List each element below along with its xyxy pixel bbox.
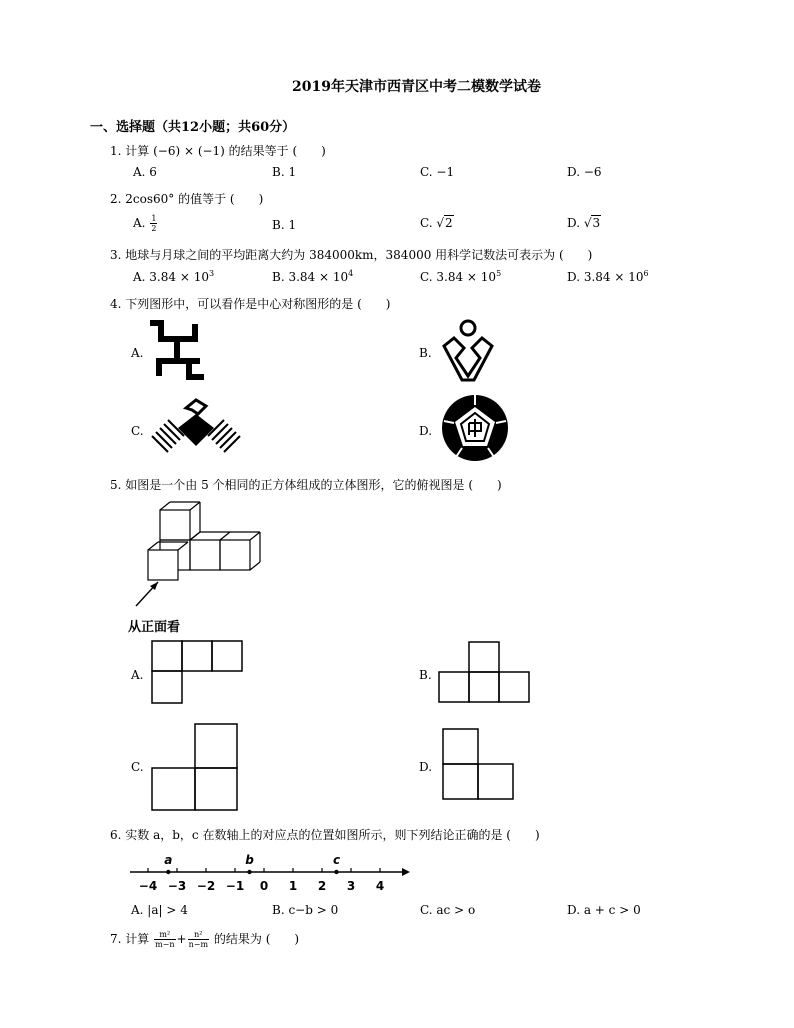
q2-option-a-label: A.	[133, 216, 146, 230]
q3-option-a[interactable]	[133, 269, 214, 284]
number-line-tick-label: −2	[196, 879, 216, 893]
q1-option-a[interactable]: A. 6	[133, 165, 157, 179]
number-line-arrow	[402, 868, 410, 876]
q6-option-d[interactable]: D. a + c > 0	[567, 903, 641, 917]
number-line-tick-label: −3	[167, 879, 187, 893]
q3-a-exp: 3	[208, 269, 215, 278]
q7-fraction-1	[154, 930, 175, 949]
q3-b-label: B. 3.84 × 10	[272, 270, 349, 284]
question-2-stem: 2. 2cos60° 的值等于 ( )	[110, 192, 264, 206]
q5-figure-c[interactable]	[150, 722, 240, 812]
number-line-point	[334, 870, 338, 874]
q2-option-c-label: C.	[420, 216, 433, 230]
q4-figure-a[interactable]	[148, 318, 208, 382]
q4-option-d-label[interactable]: D.	[419, 424, 433, 438]
q5-view-label: 从正面看	[128, 620, 181, 635]
question-3-stem: 3. 地球与月球之间的平均距离大约为 384000km，384000 用科学记数法可表示为 ( )	[110, 248, 593, 262]
q6-option-a[interactable]: A. |a| > 4	[131, 903, 188, 917]
q7-fraction-2	[188, 930, 209, 949]
q6-option-b[interactable]: B. c−b > 0	[272, 903, 339, 917]
q4-figure-d[interactable]	[440, 393, 510, 463]
number-line-tick-label: 0	[259, 879, 269, 893]
q2-frac-num: 1	[151, 214, 157, 223]
question-5-stem: 5. 如图是一个由 5 个相同的正方体组成的立体图形，它的俯视图是 ( )	[110, 478, 502, 492]
q7-f2-num: n²	[188, 930, 209, 940]
q2-option-d-label: D.	[567, 216, 581, 230]
number-line-tick-label: 4	[375, 879, 385, 893]
q5-option-c-label[interactable]: C.	[131, 760, 144, 774]
question-7-stem	[110, 930, 299, 949]
q3-option-b[interactable]	[272, 269, 353, 284]
q3-option-d[interactable]	[567, 269, 649, 284]
q5-option-a-label[interactable]: A.	[131, 668, 144, 682]
q2-d-radicand: 3	[592, 216, 601, 230]
q1-option-c[interactable]: C. −1	[420, 165, 455, 179]
question-4-stem: 4. 下列图形中，可以看作是中心对称图形的是 ( )	[110, 297, 391, 311]
q4-figure-c[interactable]	[148, 396, 244, 458]
q3-d-exp: 6	[643, 269, 649, 278]
q7-f1-num: m²	[154, 930, 175, 940]
q1-option-d[interactable]: D. −6	[567, 165, 602, 179]
number-line-tick-label: −1	[225, 879, 245, 893]
number-line-point-label: c	[332, 853, 341, 867]
question-1-stem: 1. 计算 (−6) × (−1) 的结果等于 ( )	[110, 144, 326, 158]
q7-f1-den: m−n	[155, 940, 175, 949]
number-line-tick-label: 2	[317, 879, 327, 893]
q6-number-line	[128, 852, 412, 896]
q3-option-c[interactable]	[420, 269, 501, 284]
page-title: 2019年天津市西青区中考二模数学试卷	[292, 79, 541, 95]
q2-c-radicand: 2	[445, 216, 453, 230]
section-header: 一、选择题（共12小题；共60分）	[90, 120, 296, 135]
number-line-tick-label: 3	[346, 879, 356, 893]
q3-c-exp: 5	[496, 269, 502, 278]
q5-figure-b[interactable]	[438, 640, 530, 704]
question-6-stem: 6. 实数 a，b，c 在数轴上的对应点的位置如图所示，则下列结论正确的是 ( )	[110, 828, 540, 842]
number-line-point-label: b	[245, 853, 254, 867]
q3-b-exp: 4	[348, 269, 354, 278]
q3-d-label: D. 3.84 × 10	[567, 270, 644, 284]
q4-option-a-label[interactable]: A.	[131, 346, 144, 360]
q3-a-label: A. 3.84 × 10	[133, 270, 209, 284]
number-line-point	[166, 870, 170, 874]
q7-stem-pre: 7. 计算	[110, 932, 150, 946]
q4-figure-b[interactable]	[438, 318, 498, 382]
number-line-point-label: a	[164, 853, 173, 867]
q4-option-c-label[interactable]: C.	[131, 424, 144, 438]
q4-option-b-label[interactable]: B.	[419, 346, 432, 360]
q2-option-a[interactable]	[133, 214, 158, 233]
q2-option-d[interactable]: D. √3	[567, 216, 601, 230]
q5-option-b-label[interactable]: B.	[419, 668, 432, 682]
q3-c-label: C. 3.84 × 10	[420, 270, 497, 284]
q6-option-c[interactable]: C. ac > o	[420, 903, 476, 917]
q2-fraction	[150, 214, 157, 233]
q7-stem-post: 的结果为 ( )	[213, 932, 300, 946]
q2-frac-den: 2	[151, 224, 157, 233]
q1-option-b[interactable]: B. 1	[272, 165, 297, 179]
q5-solid-figure	[130, 498, 262, 614]
q5-option-d-label[interactable]: D.	[419, 760, 433, 774]
q2-option-b[interactable]: B. 1	[272, 218, 297, 232]
q7-f2-den: n−m	[188, 940, 209, 949]
number-line-point	[247, 870, 251, 874]
number-line-tick-label: −4	[138, 879, 158, 893]
q5-figure-d[interactable]	[441, 727, 515, 801]
q2-option-c[interactable]: C. √2	[420, 216, 453, 230]
q7-plus: +	[176, 932, 187, 946]
q5-figure-a[interactable]	[150, 639, 246, 705]
number-line-tick-label: 1	[288, 879, 298, 893]
